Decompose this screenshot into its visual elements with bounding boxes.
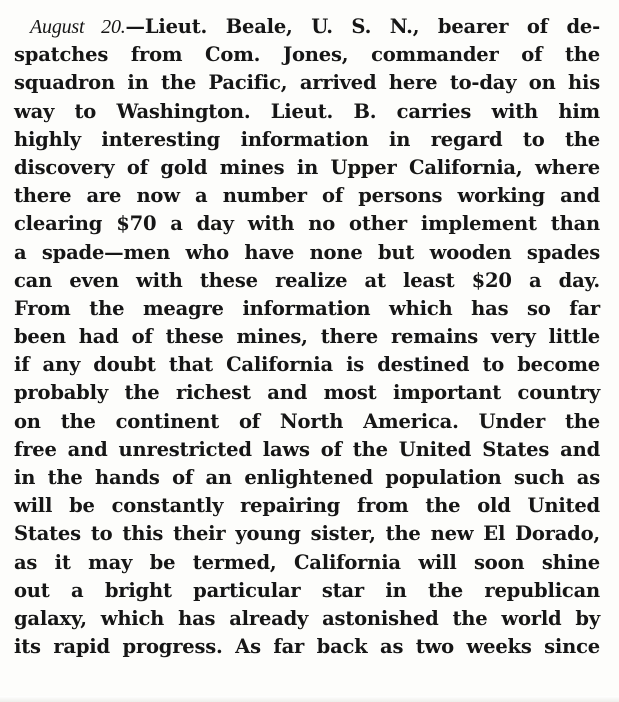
article-line-1 [14,13,600,41]
article-line-7: there are now a number of persons working and [14,184,600,208]
clipping-bottom-edge [0,696,619,702]
article-line-11: From the meagre information which has so far [14,296,600,320]
article-dateline: August 20. [30,16,126,38]
article-line-5: highly interesting information in regard to the [14,127,600,151]
article-line-2: spatches from Com. Jones, commander of the [14,43,600,67]
article-line-6: discovery of gold mines in Upper California, where [14,155,600,179]
article-line-17: in the hands of an enlightened population such as [14,466,600,489]
article-line-9: a spade—men who have none but wooden spades [14,240,600,264]
article-line-16: free and unrestricted laws of the United States and [14,437,600,461]
article-line-23: its rapid progress. As far back as two weeks since [14,635,600,659]
article-line-4: way to Washington. Lieut. B. carries with him [14,99,600,123]
article-line-18: will be constantly repairing from the old United [14,494,600,518]
article-line-19: States to this their young sister, the new El Dorado, [14,522,600,546]
article-line-3: squadron in the Pacific, arrived here to-day on his [14,71,600,95]
article-line-21: out a bright particular star in the republican [14,578,600,602]
article-line-8: clearing $70 a day with no other implement than [14,212,600,236]
article-line-20: as it may be termed, California will soon shine [14,550,600,574]
article-line-1-text: —Lieut. Beale, U. S. N., bearer of de- [125,15,600,38]
article-line-22: galaxy, which has already astonished the world by [14,606,600,630]
article-column [14,13,600,661]
article-line-10: can even with these realize at least $20 a day. [14,268,600,292]
article-line-15: on the continent of North America. Under the [14,409,600,433]
article-line-13: if any doubt that California is destined to become [14,353,600,377]
article-line-14: probably the richest and most important country [14,381,600,405]
article-line-12: been had of these mines, there remains very little [14,325,600,349]
